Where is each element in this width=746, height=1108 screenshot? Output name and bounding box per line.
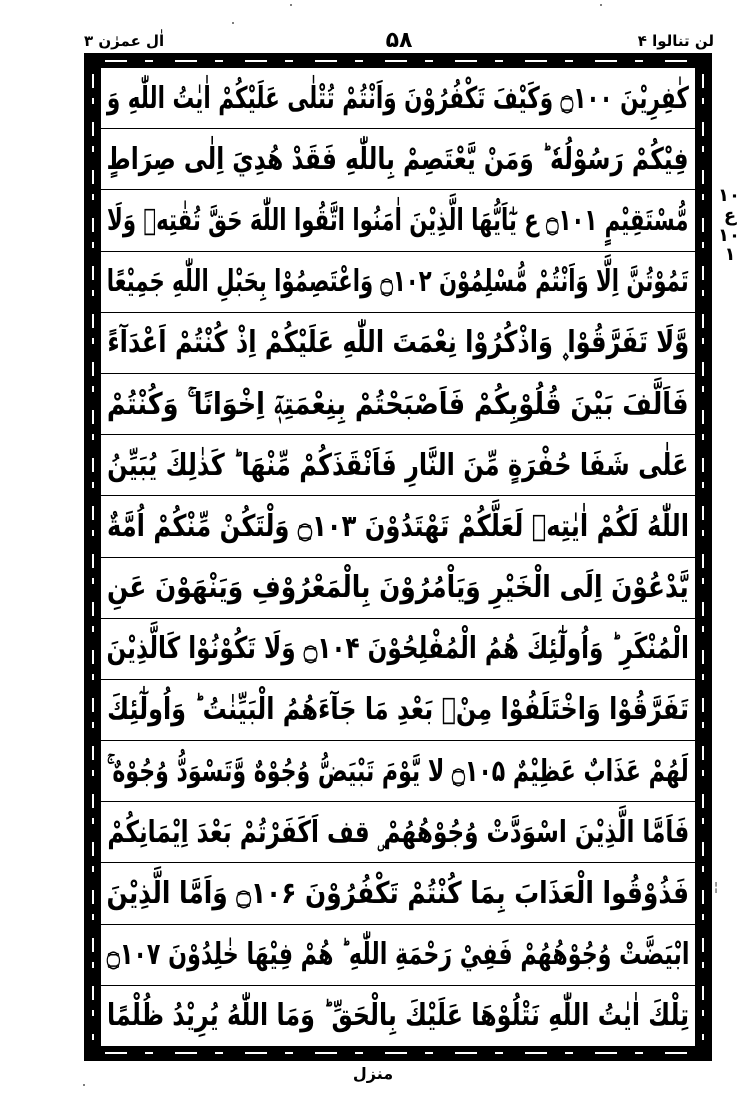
text-line — [101, 863, 695, 924]
ornamental-frame — [84, 53, 712, 1061]
line-text: الْمُنْكَرِ ؕ وَاُولٰٓئِكَ هُمُ الْمُفْلِحُوْنَ ۝۱۰۴ وَلَا تَكُوْنُوْا كَالَّذِيْنَ — [106, 631, 690, 667]
text-line — [101, 496, 695, 557]
text-line — [101, 68, 695, 129]
frame-border-left — [87, 56, 99, 1058]
verse-text-area — [99, 66, 697, 1048]
scan-speck — [232, 22, 234, 24]
line-text: فِيْكُمْ رَسُوْلُهٗ ؕ وَمَنْ يَّعْتَصِمْ بِاللّٰهِ فَقَدْ هُدِيَ اِلٰى صِرَاطٍ — [106, 141, 690, 177]
line-text: مُّسْتَقِيْمٍ ۝۱۰۱ ع يٰٓاَيُّهَا الَّذِيْنَ اٰمَنُوا اتَّقُوا اللّٰهَ حَقَّ تُقٰتِهٖ وَلَا — [107, 202, 689, 238]
line-text: كٰفِرِيْنَ ۝۱۰۰ وَكَيْفَ تَكْفُرُوْنَ وَاَنْتُمْ تُتْلٰى عَلَيْكُمْ اٰيٰتُ اللّٰهِ وَ — [106, 80, 689, 116]
ruku-marker — [720, 186, 740, 265]
text-line — [101, 252, 695, 313]
text-line — [101, 680, 695, 741]
margin-tick-mark: ¦ — [713, 880, 718, 894]
scan-speck — [290, 4, 292, 6]
text-line — [101, 374, 695, 435]
text-line — [101, 986, 695, 1046]
text-line — [101, 619, 695, 680]
frame-border-top — [87, 56, 709, 66]
juz-name: لن تنالوا ۴ — [637, 32, 714, 50]
text-line — [101, 190, 695, 251]
line-text: ابْيَضَّتْ وُجُوْهُهُمْ فَفِيْ رَحْمَةِ اللّٰهِ ؕ هُمْ فِيْهَا خٰلِدُوْنَ ۝۱۰۷ — [106, 937, 690, 973]
line-text: وَّلَا تَفَرَّقُوْا ۪ وَاذْكُرُوْا نِعْمَتَ اللّٰهِ عَلَيْكُمْ اِذْ كُنْتُمْ اَعْدَآءً — [107, 325, 689, 361]
manzil-footer: منزل — [352, 1064, 394, 1083]
line-text: عَلٰى شَفَا حُفْرَةٍ مِّنَ النَّارِ فَاَنْقَذَكُمْ مِّنْهَا ؕ كَذٰلِكَ يُبَيِّنُ — [107, 447, 689, 483]
line-text: لَهُمْ عَذَابٌ عَظِيْمٌ ۝۱۰۵ لا يَّوْمَ تَبْيَضُّ وُجُوْهٌ وَّتَسْوَدُّ وُجُوْهٌ ۚ — [107, 753, 689, 789]
line-text: فَاَمَّا الَّذِيْنَ اسْوَدَّتْ وُجُوْهُهُمْ ۣ قف اَكَفَرْتُمْ بَعْدَ اِيْمَانِكُمْ — [107, 814, 689, 850]
frame-border-bottom — [87, 1048, 709, 1058]
text-line — [101, 741, 695, 802]
text-line — [101, 558, 695, 619]
text-line — [101, 313, 695, 374]
line-text: يَّدْعُوْنَ اِلَى الْخَيْرِ وَيَاْمُرُوْنَ بِالْمَعْرُوْفِ وَيَنْهَوْنَ عَنِ — [107, 570, 689, 606]
line-text: فَذُوْقُوا الْعَذَابَ بِمَا كُنْتُمْ تَكْفُرُوْنَ ۝۱۰۶ وَاَمَّا الَّذِيْنَ — [106, 876, 690, 912]
line-text: تَفَرَّقُوْا وَاخْتَلَفُوْا مِنْۢ بَعْدِ مَا جَآءَهُمُ الْبَيِّنٰتُ ؕ وَاُولٰٓئِكَ — [107, 692, 689, 728]
scan-speck — [83, 1084, 85, 1086]
line-text: تَمُوْتُنَّ اِلَّا وَاَنْتُمْ مُّسْلِمُوْنَ ۝۱۰۲ وَاعْتَصِمُوْا بِحَبْلِ اللّٰهِ جَمِيْعًا — [107, 264, 689, 300]
line-text: فَاَلَّفَ بَيْنَ قُلُوْبِكُمْ فَاَصْبَحْتُمْ بِنِعْمَتِهٖٓ اِخْوَانًا ۚ وَكُنْتُمْ — [107, 386, 689, 422]
ruku-top-number: ۱۰ — [718, 185, 740, 206]
text-line — [101, 802, 695, 863]
scan-speck — [600, 4, 602, 6]
text-line — [101, 925, 695, 986]
page-header — [84, 30, 714, 54]
page-number: ۵۸ — [385, 28, 413, 53]
ruku-tail: ۱ — [724, 244, 736, 266]
text-line — [101, 129, 695, 190]
text-line — [101, 435, 695, 496]
frame-border-right — [697, 56, 709, 1058]
surah-name: اٰل عمرٰن ۳ — [84, 32, 165, 50]
ruku-bottom-number: ۱۰ — [718, 224, 740, 246]
ruku-symbol: ع — [723, 204, 737, 226]
line-text: تِلْكَ اٰيٰتُ اللّٰهِ نَتْلُوْهَا عَلَيْكَ بِالْحَقِّ ؕ وَمَا اللّٰهُ يُرِيْدُ ظُلْمًا — [106, 998, 690, 1034]
line-text: اللّٰهُ لَكُمْ اٰيٰتِهٖ لَعَلَّكُمْ تَهْتَدُوْنَ ۝۱۰۳ وَلْتَكُنْ مِّنْكُمْ اُمَّةٌ — [107, 508, 689, 544]
